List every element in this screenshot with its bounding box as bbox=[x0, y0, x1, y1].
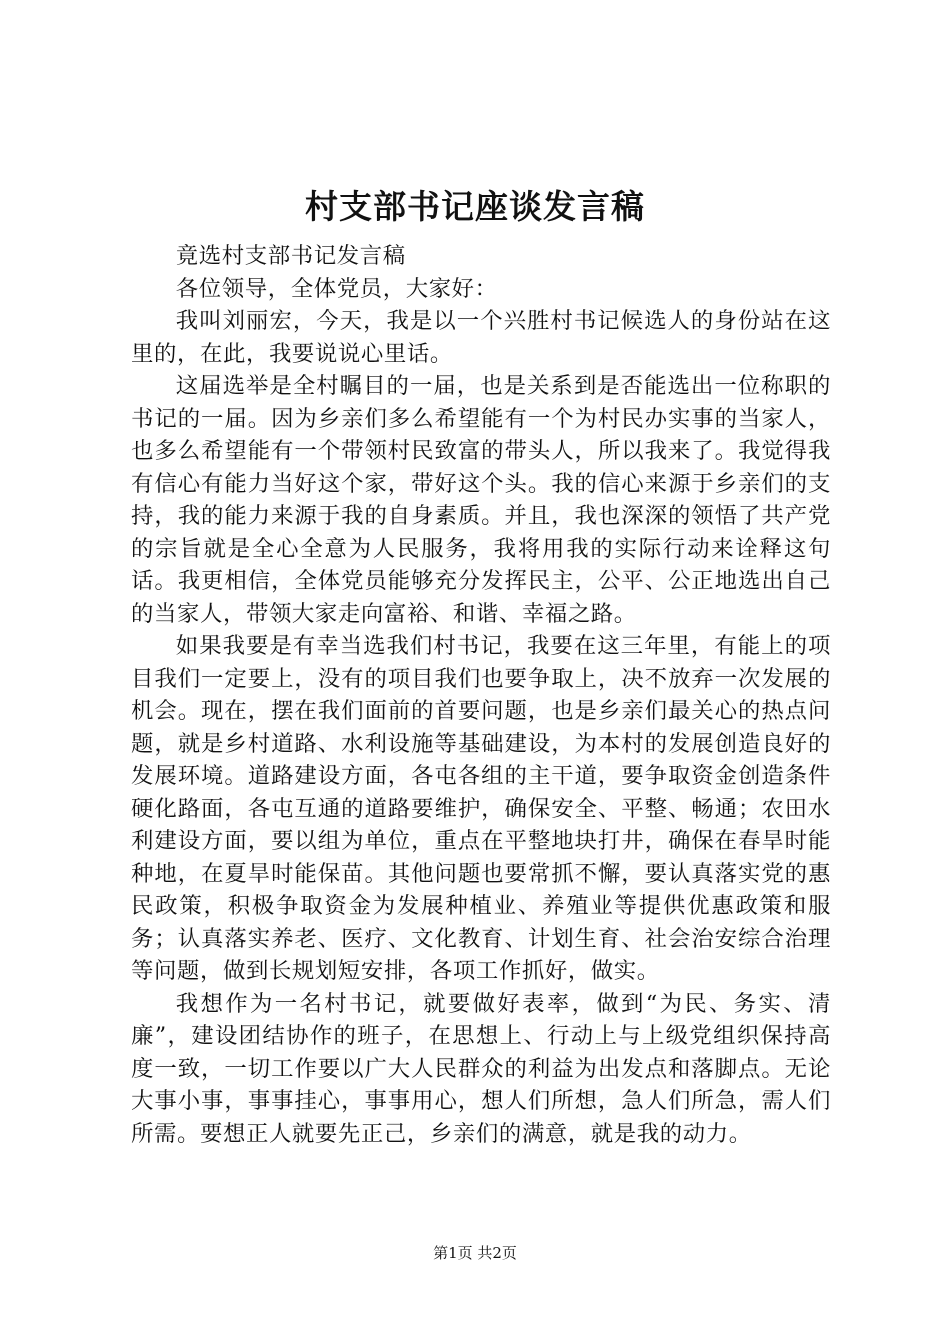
document-title: 村支部书记座谈发言稿 bbox=[305, 187, 645, 226]
page-number-footer: 第1页 共2页 bbox=[433, 1244, 517, 1262]
paragraph-salutation: 各位领导，全体党员，大家好： bbox=[175, 275, 498, 302]
paragraph-plans: 如果我要是有幸当选我们村书记，我要在这三年里，有能上的项目我们一定要上，没有的项目我们也要争取上，决不放弃一次发展的机会。现在，摆在我们面前的首要问题，也是乡亲们最关心的热点问题，就是乡村道路、水利设施等基础建设，为本村的发展创造良好的发展环境。道路建设方面，各屯各组的主干道，要争取资金创造条件硬化路面，各屯互通的道路要维护，确保安全、平整、畅通；农田水利建设方面，要以组为单位，重点在平整地块打井，确保在春旱时能种地，在夏旱时能保苗。其他问题也要常抓不懈，要认真落实党的惠民政策，积极争取资金为发展种植业、养殖业等提供优惠政策和服务；认真落实养老、医疗、文化教育、计划生育、社会治安综合治理等问题，做到长规划短安排，各项工作抓好，做实。 bbox=[131, 633, 831, 984]
paragraph-commitment: 我想作为一名村书记，就要做好表率，做到“为民、务实、清廉”，建设团结协作的班子，在思想上、行动上与上级党组织保持高度一致，一切工作要以广大人民群众的利益为出发点和落脚点。无论大事小事，事事挂心，事事用心，想人们所想，急人们所急，需人们所需。要想正人就要先正己，乡亲们的满意，就是我的动力。 bbox=[131, 990, 831, 1147]
paragraph-introduction: 我叫刘丽宏，今天，我是以一个兴胜村书记候选人的身份站在这里的，在此，我要说说心里话。 bbox=[131, 308, 831, 367]
paragraph-heading: 竟选村支部书记发言稿 bbox=[175, 243, 406, 269]
paragraph-election: 这届选举是全村瞩目的一届，也是关系到是否能选出一位称职的书记的一届。因为乡亲们多么希望能有一个为村民办实事的当家人，也多么希望能有一个带领村民致富的带头人，所以我来了。我觉得我有信心有能力当好这个家，带好这个头。我的信心来源于乡亲们的支持，我的能力来源于我的自身素质。并且，我也深深的领悟了共产党的宗旨就是全心全意为人民服务，我将用我的实际行动来诠释这句话。我更相信，全体党员能够充分发挥民主，公平、公正地选出自己的当家人，带领大家走向富裕、和谐、幸福之路。 bbox=[131, 373, 831, 627]
document-body bbox=[131, 240, 831, 1150]
